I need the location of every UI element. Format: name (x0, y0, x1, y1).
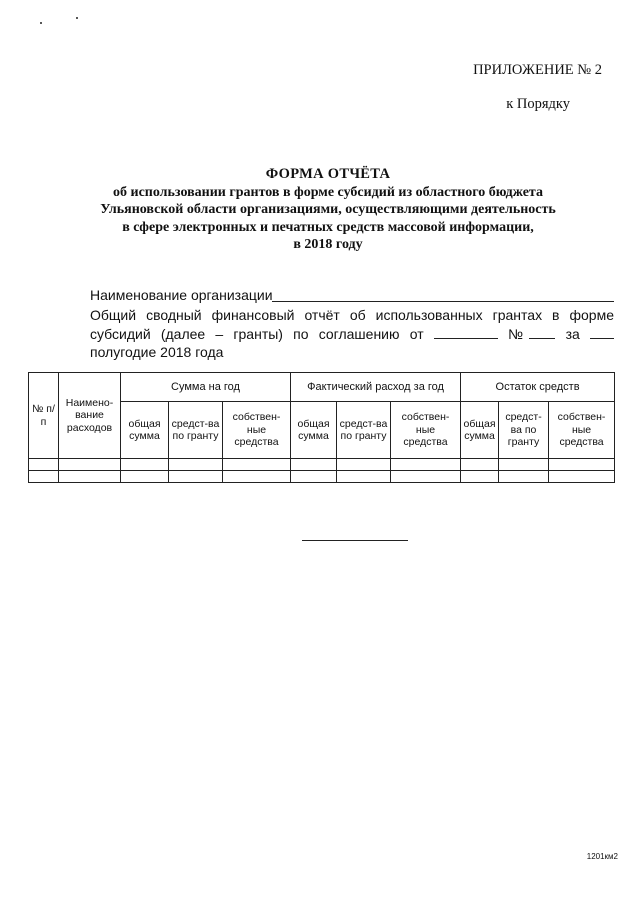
appendix-label: ПРИЛОЖЕНИЕ № 2 (473, 62, 602, 78)
document-code: 1201км2 (586, 852, 618, 861)
table-cell[interactable] (169, 459, 223, 471)
table-cell[interactable] (337, 471, 391, 483)
report-description (90, 306, 614, 362)
agreement-date-field[interactable] (434, 326, 498, 339)
table-cell[interactable] (291, 471, 337, 483)
table-cell[interactable] (549, 459, 615, 471)
form-title-block (60, 166, 596, 254)
table-cell[interactable] (499, 471, 549, 483)
agreement-number-field[interactable] (529, 326, 555, 339)
closing-rule (302, 540, 408, 541)
scan-dot (76, 17, 78, 19)
subheader-total: общая сумма (291, 402, 337, 459)
subheader-own-funds: собствен-ные средства (391, 402, 461, 459)
organization-name-label: Наименование организации (90, 287, 273, 303)
table-row (29, 459, 615, 471)
subheader-total: общая сумма (121, 402, 169, 459)
table-cell[interactable] (549, 471, 615, 483)
form-subtitle-line: об использовании грантов в форме субсидий из областного бюджета (113, 184, 543, 200)
table-cell[interactable] (223, 471, 291, 483)
table-cell[interactable] (391, 459, 461, 471)
form-subtitle-line: в 2018 году (293, 237, 363, 252)
table-cell[interactable] (29, 459, 59, 471)
group-header-yearly-amount: Сумма на год (121, 373, 291, 402)
subheader-grant-funds: средст-ва по гранту (337, 402, 391, 459)
subheader-total: общая сумма (461, 402, 499, 459)
number-sign: № (508, 325, 530, 342)
table-cell[interactable] (29, 471, 59, 483)
report-table (28, 372, 615, 483)
report-text-part: Общий сводный финансовый отчёт об использованных грантах в форме субсидий (далее – гранты) по соглашению от (90, 307, 614, 342)
table-cell[interactable] (223, 459, 291, 471)
report-text-part: полугодие 2018 года (90, 344, 224, 360)
table-cell[interactable] (499, 459, 549, 471)
form-subtitle-line: Ульяновской области организациями, осуществляющими деятельность (100, 202, 556, 217)
half-year-field[interactable] (590, 326, 614, 339)
table-cell[interactable] (121, 471, 169, 483)
table-cell[interactable] (461, 471, 499, 483)
table-cell[interactable] (391, 471, 461, 483)
table-cell[interactable] (337, 459, 391, 471)
organization-name-field[interactable] (272, 301, 614, 302)
table-cell[interactable] (291, 459, 337, 471)
table-row (29, 471, 615, 483)
subheader-grant-funds: средст-ва по гранту (169, 402, 223, 459)
for-word: за (565, 325, 580, 342)
subheader-own-funds: собствен-ные средства (223, 402, 291, 459)
to-order-label: к Порядку (506, 96, 570, 112)
column-header-expense-name: Наимено-вание расходов (59, 373, 121, 459)
table-cell[interactable] (59, 471, 121, 483)
form-subtitle-line: в сфере электронных и печатных средств массовой информации, (122, 219, 534, 235)
group-header-remainder: Остаток средств (461, 373, 615, 402)
subheader-own-funds: собствен-ные средства (549, 402, 615, 459)
form-title: ФОРМА ОТЧЁТА (265, 166, 391, 182)
table-cell[interactable] (169, 471, 223, 483)
column-header-number: № п/п (29, 373, 59, 459)
group-header-actual-expense: Фактический расход за год (291, 373, 461, 402)
table-body (29, 459, 615, 483)
table-cell[interactable] (121, 459, 169, 471)
table-cell[interactable] (59, 459, 121, 471)
subheader-grant-funds: средст-ва по гранту (499, 402, 549, 459)
table-cell[interactable] (461, 459, 499, 471)
scan-dot (40, 22, 42, 24)
